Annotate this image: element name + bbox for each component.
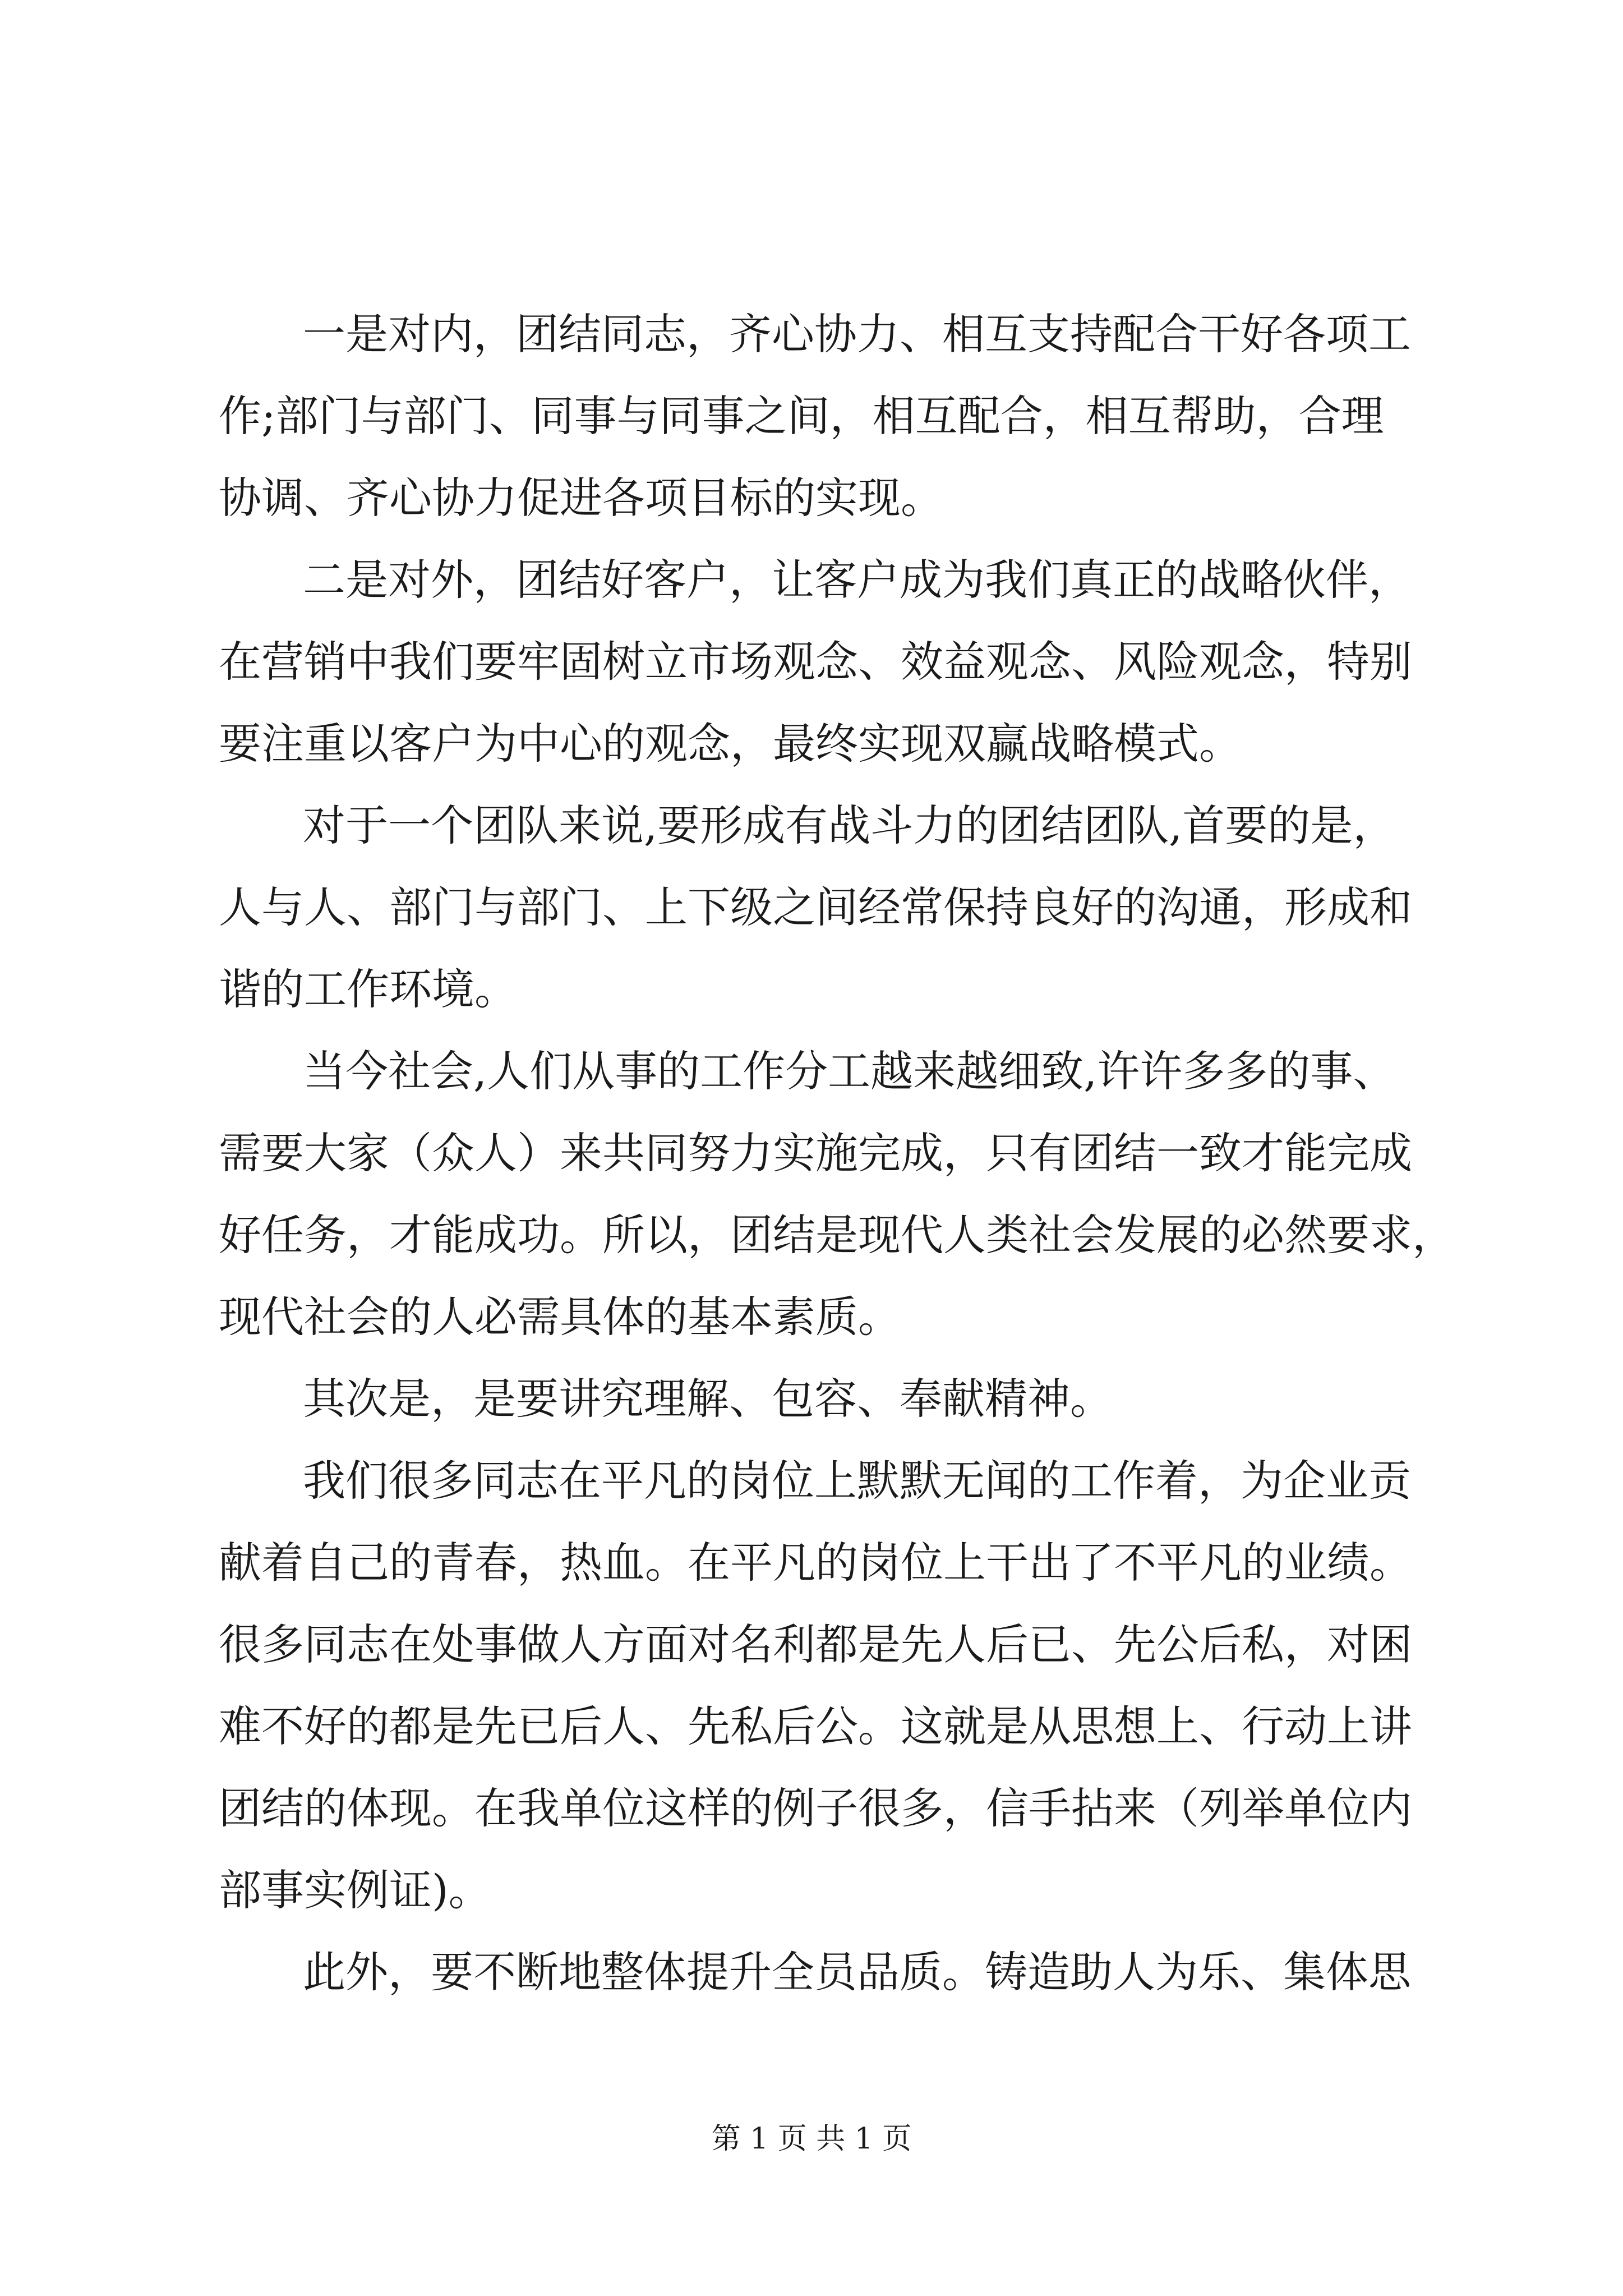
text-line: 献着自己的青春，热血。在平凡的岗位上干出了不平凡的业绩。 (219, 1538, 1412, 1588)
text-line: 此外，要不断地整体提升全员品质。铸造助人为乐、集体思 (303, 1947, 1411, 1997)
text-line: 对于一个团队来说,要形成有战斗力的团结团队,首要的是， (303, 800, 1396, 850)
text-line: 我们很多同志在平凡的岗位上默默无闻的工作着，为企业贡 (303, 1456, 1411, 1506)
text-line: 作;部门与部门、同事与同事之间，相互配合，相互帮助，合理 (219, 391, 1384, 441)
text-line: 在营销中我们要牢固树立市场观念、效益观念、风险观念，特别 (219, 637, 1412, 687)
text-line: 部事实例证)。 (219, 1865, 491, 1915)
text-line: 协调、齐心协力促进各项目标的实现。 (219, 473, 943, 523)
page-number-footer: 第 1 页 共 1 页 (711, 2122, 912, 2156)
text-line: 需要大家（众人）来共同努力实施完成，只有团结一致才能完成 (219, 1128, 1412, 1178)
text-line: 一是对内，团结同志，齐心协力、相互支持配合干好各项工 (303, 309, 1411, 359)
text-line: 其次是，是要讲究理解、包容、奉献精神。 (303, 1374, 1113, 1424)
text-line: 二是对外，团结好客户，让客户成为我们真正的战略伙伴， (303, 555, 1411, 605)
text-line: 谐的工作环境。 (219, 964, 517, 1014)
text-line: 团结的体现。在我单位这样的例子很多，信手拈来（列举单位内 (219, 1783, 1412, 1833)
text-line: 人与人、部门与部门、上下级之间经常保持良好的沟通，形成和 (219, 882, 1412, 932)
text-line: 很多同志在处事做人方面对名利都是先人后已、先公后私，对困 (219, 1619, 1412, 1669)
text-line: 现代社会的人必需具体的基本素质。 (219, 1292, 901, 1342)
text-line: 好任务，才能成功。所以，团结是现代人类社会发展的必然要求， (219, 1210, 1455, 1260)
text-line: 当今社会,人们从事的工作分工越来越细致,许许多多的事、 (303, 1046, 1396, 1096)
text-line: 难不好的都是先已后人、先私后公。这就是从思想上、行动上讲 (219, 1701, 1412, 1751)
text-line: 要注重以客户为中心的观念，最终实现双赢战略模式。 (219, 719, 1242, 769)
